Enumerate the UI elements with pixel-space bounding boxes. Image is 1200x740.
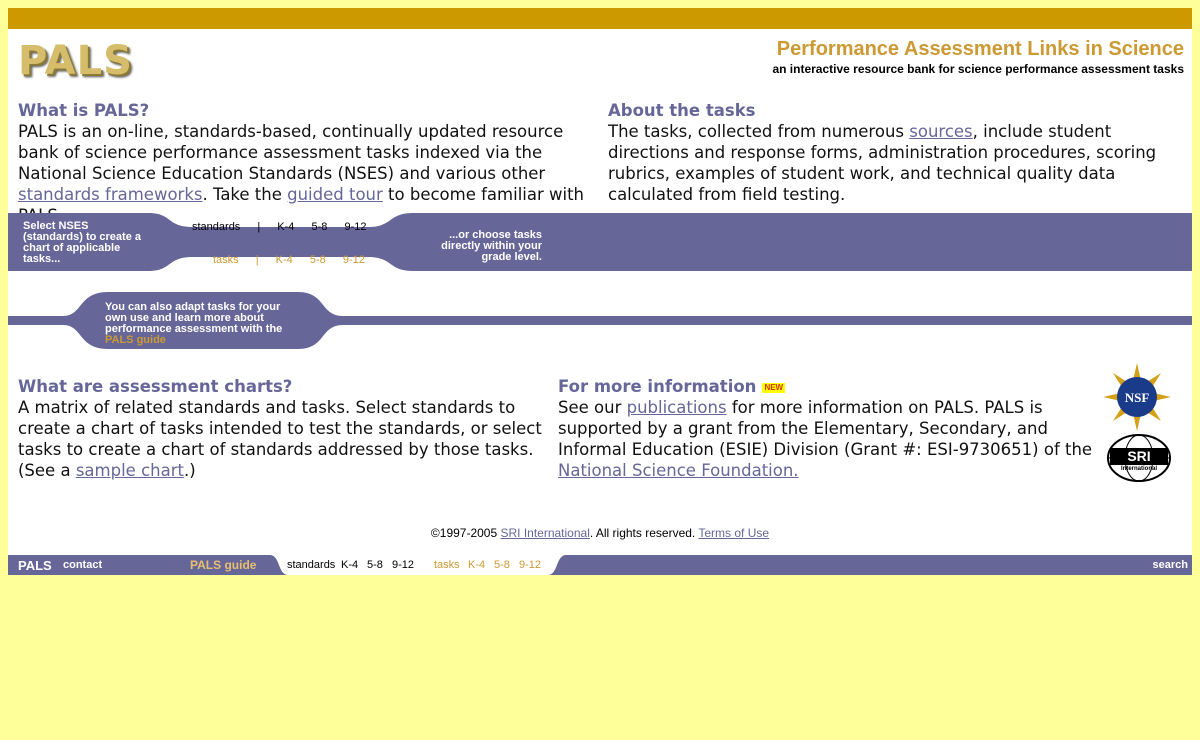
- nav-separator: |: [257, 221, 261, 233]
- page-container: [8, 8, 1192, 575]
- pals-logo[interactable]: PALS: [18, 38, 133, 84]
- standards-nav-row: [192, 221, 380, 233]
- tasks-link[interactable]: tasks: [213, 254, 239, 266]
- more-info-heading: For more information NEW: [558, 377, 784, 396]
- nsf-logo-text: NSF: [1124, 390, 1150, 405]
- sources-link[interactable]: sources: [909, 122, 973, 141]
- more-info-text: See our publications for more information on PALS. PALS is supported by a grant from the Elementary, Secondary, and Informal Education (ESIE) Division (Grant #: ESI-9730651) of the National Science Foundation.: [558, 398, 1093, 480]
- publications-link[interactable]: publications: [626, 398, 727, 417]
- more-info-section: [558, 376, 1098, 481]
- site-title-block: [772, 38, 1184, 76]
- bottom-bar-shape: [8, 555, 1192, 575]
- bottom-search-link[interactable]: search: [1152, 559, 1188, 571]
- about-section: [608, 100, 1183, 205]
- charts-text: A matrix of related standards and tasks. Select standards to create a chart of tasks intended to test the standards, or select tasks to create a chart of standards addressed by those tasks. (See a sample chart.): [18, 398, 542, 480]
- bottom-contact-link[interactable]: contact: [63, 559, 103, 571]
- footer: ©1997-2005 SRI International. All rights reserved. Terms of Use: [430, 526, 770, 540]
- charts-section: [18, 376, 543, 481]
- bottom-standards-9-12-link[interactable]: 9-12: [392, 559, 415, 571]
- charts-heading: What are assessment charts?: [18, 377, 293, 396]
- bottom-guide-link[interactable]: PALS guide: [190, 558, 257, 572]
- what-is-heading: What is PALS?: [18, 101, 150, 120]
- nsf-logo-icon[interactable]: [1102, 362, 1172, 432]
- guide-text: You can also adapt tasks for your own use and learn more about performance assessment with the PALS guide: [105, 301, 283, 346]
- bottom-tasks-k4-link[interactable]: K-4: [468, 559, 486, 571]
- guided-tour-link[interactable]: guided tour: [287, 185, 383, 204]
- bottom-standards-5-8-link[interactable]: 5-8: [367, 559, 383, 571]
- standards-5-8-link[interactable]: 5-8: [311, 221, 328, 233]
- nav-left-text: Select NSES (standards) to create a chart of applicable tasks...: [23, 220, 141, 265]
- about-heading: About the tasks: [608, 101, 756, 120]
- bottom-tasks-link[interactable]: tasks: [434, 559, 460, 571]
- bottom-nav-bar: [8, 555, 1192, 575]
- sri-logo-subtext: International: [1120, 466, 1158, 472]
- bottom-tasks-5-8-link[interactable]: 5-8: [494, 559, 510, 571]
- sri-logo-text: SRI: [1127, 448, 1151, 464]
- tasks-k4-link[interactable]: K-4: [275, 254, 293, 266]
- nav-separator: |: [255, 254, 259, 266]
- nsf-link[interactable]: National Science Foundation.: [558, 461, 799, 480]
- standards-k4-link[interactable]: K-4: [277, 221, 295, 233]
- tasks-9-12-link[interactable]: 9-12: [342, 254, 365, 266]
- new-badge: NEW: [764, 382, 784, 392]
- standards-9-12-link[interactable]: 9-12: [344, 221, 367, 233]
- pals-guide-link[interactable]: PALS guide: [105, 334, 166, 346]
- what-is-text: PALS is an on-line, standards-based, continually updated resource bank of science performance assessment tasks indexed via the National Science Education Standards (NSES) and various other standards frameworks. Take the guided tour to become familiar with: [18, 122, 585, 204]
- bottom-tasks-9-12-link[interactable]: 9-12: [519, 559, 542, 571]
- tasks-5-8-link[interactable]: 5-8: [309, 254, 326, 266]
- bottom-standards-link[interactable]: standards: [287, 559, 336, 571]
- site-subtitle: an interactive resource bank for science performance assessment tasks: [772, 62, 1184, 76]
- nav-band-shape: [8, 213, 1192, 271]
- nav-right-text: ...or choose tasks directly within your grade level.: [441, 229, 542, 263]
- terms-of-use-link[interactable]: Terms of Use: [698, 526, 770, 540]
- standards-frameworks-link[interactable]: standards frameworks: [18, 185, 203, 204]
- standards-link[interactable]: standards: [192, 221, 241, 233]
- bottom-standards-k4-link[interactable]: K-4: [341, 559, 359, 571]
- about-text: The tasks, collected from numerous sources, include student directions and response forms, administration procedures, scoring rubrics, examples of student work, and technical quality data calculated from field testing.: [608, 122, 1157, 204]
- what-is-section: [18, 100, 590, 226]
- sri-international-link[interactable]: SRI International: [500, 526, 590, 540]
- sri-logo-icon[interactable]: [1104, 434, 1174, 486]
- sample-chart-link[interactable]: sample chart: [75, 461, 184, 480]
- tasks-nav-row: [213, 254, 379, 266]
- site-title: Performance Assessment Links in Science: [776, 38, 1184, 60]
- top-bar: [8, 8, 1192, 29]
- bottom-pals-link[interactable]: PALS: [18, 558, 52, 573]
